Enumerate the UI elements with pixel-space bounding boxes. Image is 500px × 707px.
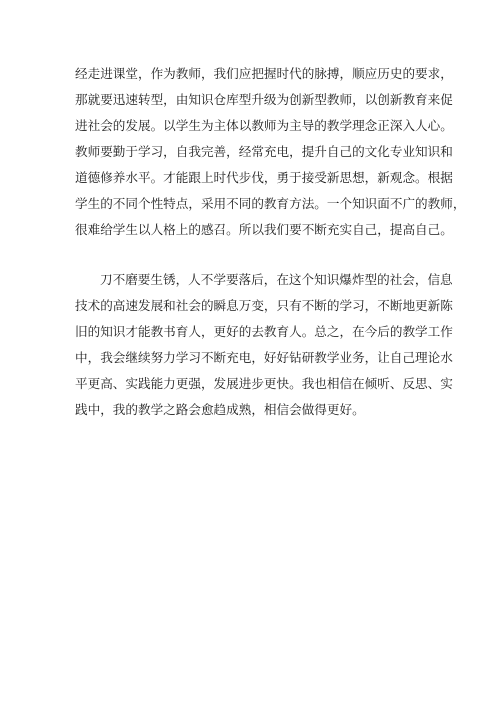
text-line: 学生的不同个性特点，采用不同的教育方法。一个知识面不广的教师， xyxy=(75,196,466,211)
text-line: 中，我会继续努力学习不断充电，好好钻研教学业务，让自己理论水 xyxy=(75,350,453,365)
text-line: 经走进课堂，作为教师，我们应把握时代的脉搏，顺应历史的要求， xyxy=(75,66,453,81)
text-line: 很难给学生以人格上的感召。所以我们要不断充实自己，提高自己。 xyxy=(75,222,453,237)
text-line: 践中，我的教学之路会愈趋成熟，相信会做得更好。 xyxy=(75,402,365,417)
paragraph xyxy=(75,267,453,423)
text-line: 技术的高速发展和社会的瞬息万变，只有不断的学习，不断地更新陈 xyxy=(75,298,453,313)
text-line: 教师要勤于学习，自我完善，经常充电，提升自己的文化专业知识和 xyxy=(75,144,453,159)
text-line: 旧的知识才能教书育人，更好的去教育人。总之，在今后的教学工作 xyxy=(75,324,453,339)
text-line: 进社会的发展。以学生为主体以教师为主导的教学理念正深入人心。 xyxy=(75,118,453,133)
text-line: 那就要迅速转型，由知识仓库型升级为创新型教师，以创新教育来促 xyxy=(75,92,453,107)
text-line: 刀不磨要生锈，人不学要落后，在这个知识爆炸型的社会，信息 xyxy=(100,272,453,287)
text-line: 道德修养水平。才能跟上时代步伐，勇于接受新思想，新观念。根据 xyxy=(75,170,453,185)
text-line: 平更高、实践能力更强，发展进步更快。我也相信在倾听、反思、实 xyxy=(75,376,453,391)
paragraph xyxy=(75,61,466,243)
